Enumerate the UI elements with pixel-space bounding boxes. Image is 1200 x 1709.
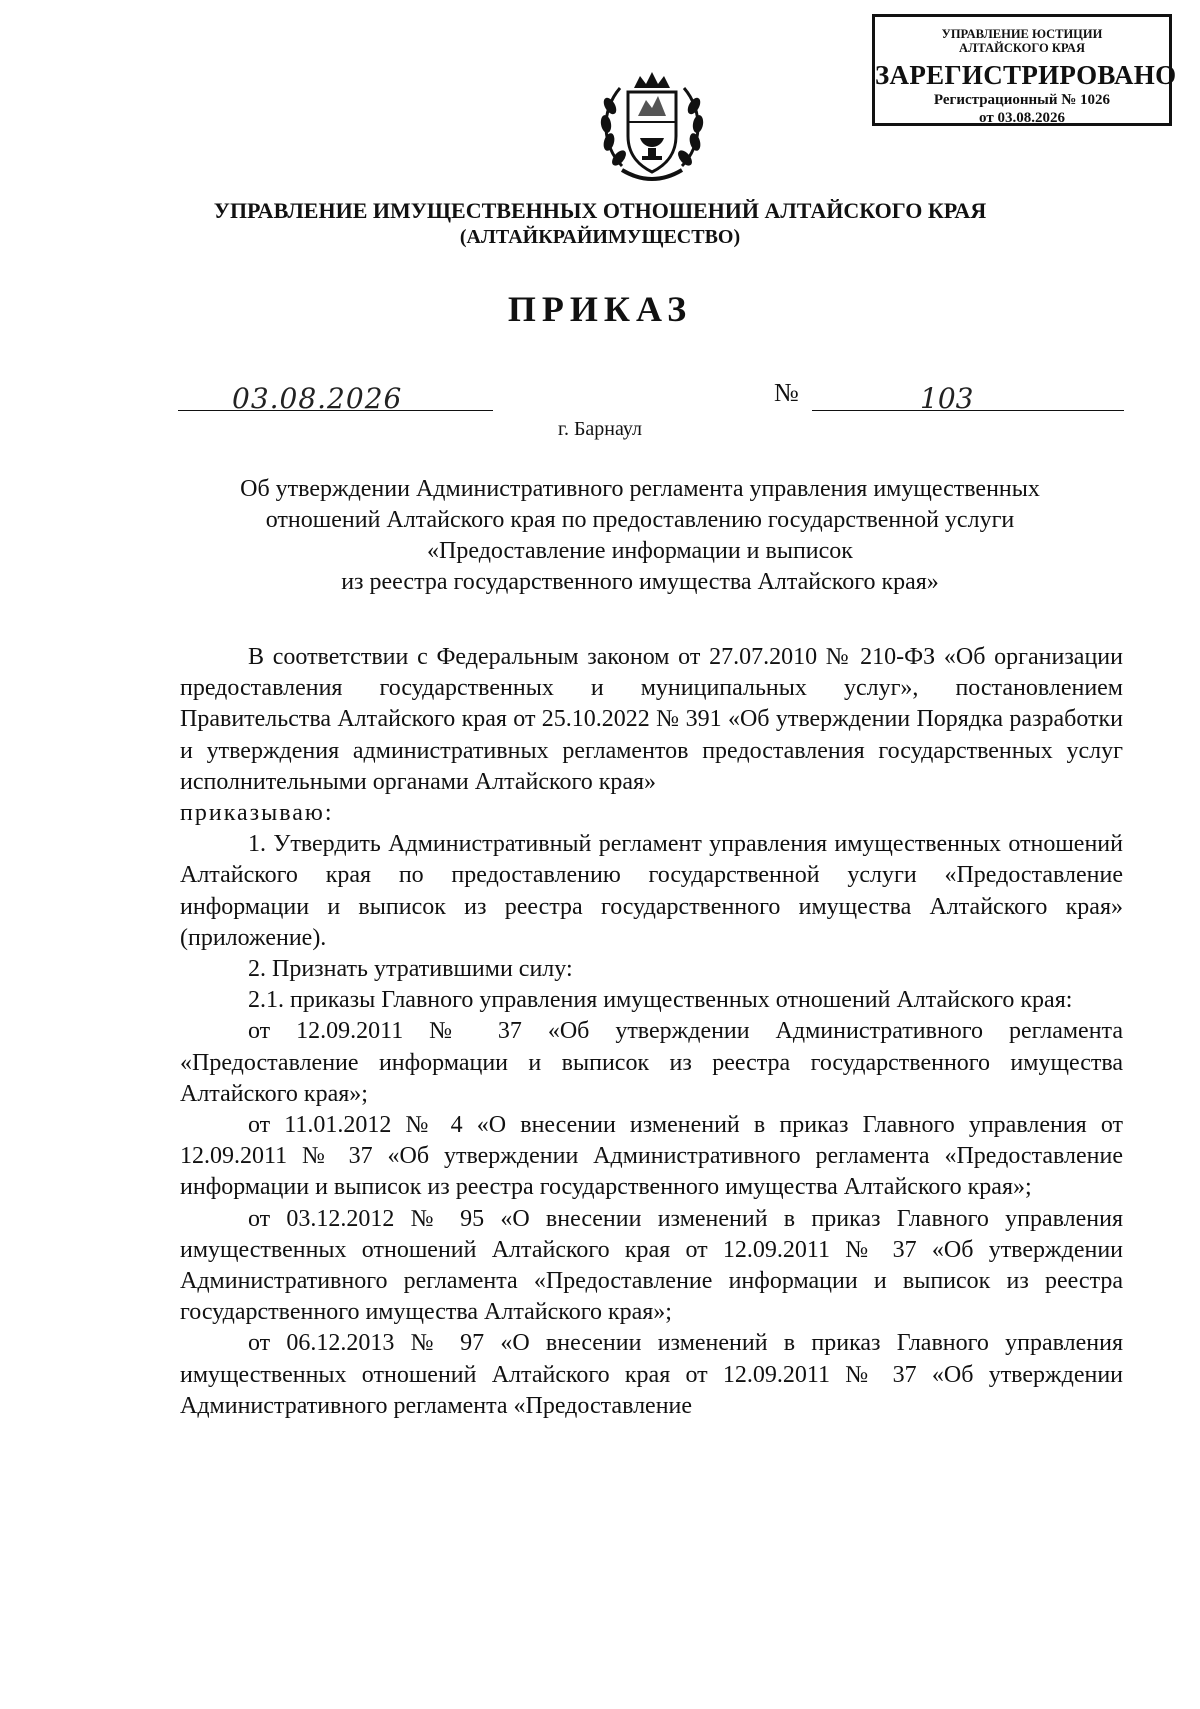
- stamp-date: от 03.08.2026: [979, 110, 1065, 126]
- list-item: от 11.01.2012 № 4 «О внесении изменений в приказ Главного управления от 12.09.2011 № 37 «Об утверждении Административного регламента «Предоставление информации и выписок из реестра государственного имущества Алтайского края»;: [180, 1112, 1123, 1201]
- organization-short-name: (АЛТАЙКРАЙИМУЩЕСТВО): [459, 226, 741, 248]
- number-underline: [812, 410, 1124, 411]
- number-sign: №: [774, 378, 799, 407]
- registration-stamp: [872, 14, 1177, 126]
- date-underline: [178, 410, 493, 411]
- city: г. Барнаул: [558, 418, 642, 440]
- list-item: от 06.12.2013 № 97 «О внесении изменений в приказ Главного управления имущественных отношений Алтайского края от 12.09.2011 № 37 «Об утверждении Административного регламента «Предоставление: [180, 1330, 1123, 1419]
- stamp-line1: УПРАВЛЕНИЕ ЮСТИЦИИ: [941, 27, 1103, 41]
- stamp-line2: АЛТАЙСКОГО КРАЯ: [959, 41, 1085, 55]
- order-subject: [160, 474, 1120, 598]
- subject-line: «Предоставление информации и выписок: [427, 538, 853, 564]
- organization-name: УПРАВЛЕНИЕ ИМУЩЕСТВЕННЫХ ОТНОШЕНИЙ АЛТАЙСКОГО КРАЯ: [213, 198, 987, 223]
- paragraph-2-1: 2.1. приказы Главного управления имущественных отношений Алтайского края:: [248, 987, 1073, 1014]
- subject-line: Об утверждении Административного регламента управления имущественных: [240, 476, 1040, 502]
- paragraph-2: 2. Признать утратившими силу:: [248, 956, 573, 983]
- preamble-paragraph: В соответствии с Федеральным законом от 27.07.2010 № 210-ФЗ «Об организации предоставления государственных и муниципальных услуг», постановлением Правительства Алтайского края от 25.10.2022 № 391 «Об утверждении Порядка разработки и утверждения административных регламентов предоставления государственных услуг исполнительными органами Алтайского края»: [180, 644, 1123, 795]
- document-title: ПРИКАЗ: [507, 289, 693, 329]
- list-item: от 12.09.2011 № 37 «Об утверждении Административного регламента «Предоставление информации и выписок из реестра государственного имущества Алтайского края»;: [180, 1018, 1123, 1107]
- stamp-status: ЗАРЕГИСТРИРОВАНО: [875, 60, 1177, 90]
- list-item: от 03.12.2012 № 95 «О внесении изменений в приказ Главного управления имущественных отношений Алтайского края от 12.09.2011 № 37 «Об утверждении Административного регламента «Предоставление информации и выписок из реестра государственного имущества Алтайского края»;: [180, 1205, 1123, 1326]
- subject-line: из реестра государственного имущества Алтайского края»: [341, 569, 939, 595]
- paragraph-1: 1. Утвердить Административный регламент управления имущественных отношений Алтайского края по предоставлению государственной услуги «Предоставление информации и выписок из реестра государственного имущества Алтайского края» (приложение).: [180, 831, 1123, 951]
- stamp-reg-number: Регистрационный № 1026: [933, 92, 1111, 108]
- order-word: приказываю:: [180, 800, 334, 827]
- order-date-handwritten: 03.08.2026: [232, 382, 403, 415]
- coat-of-arms-icon: [592, 66, 712, 186]
- order-number-handwritten: 103: [920, 382, 974, 415]
- subject-line: отношений Алтайского края по предоставлению государственной услуги: [265, 507, 1015, 533]
- order-body: [180, 642, 1123, 1422]
